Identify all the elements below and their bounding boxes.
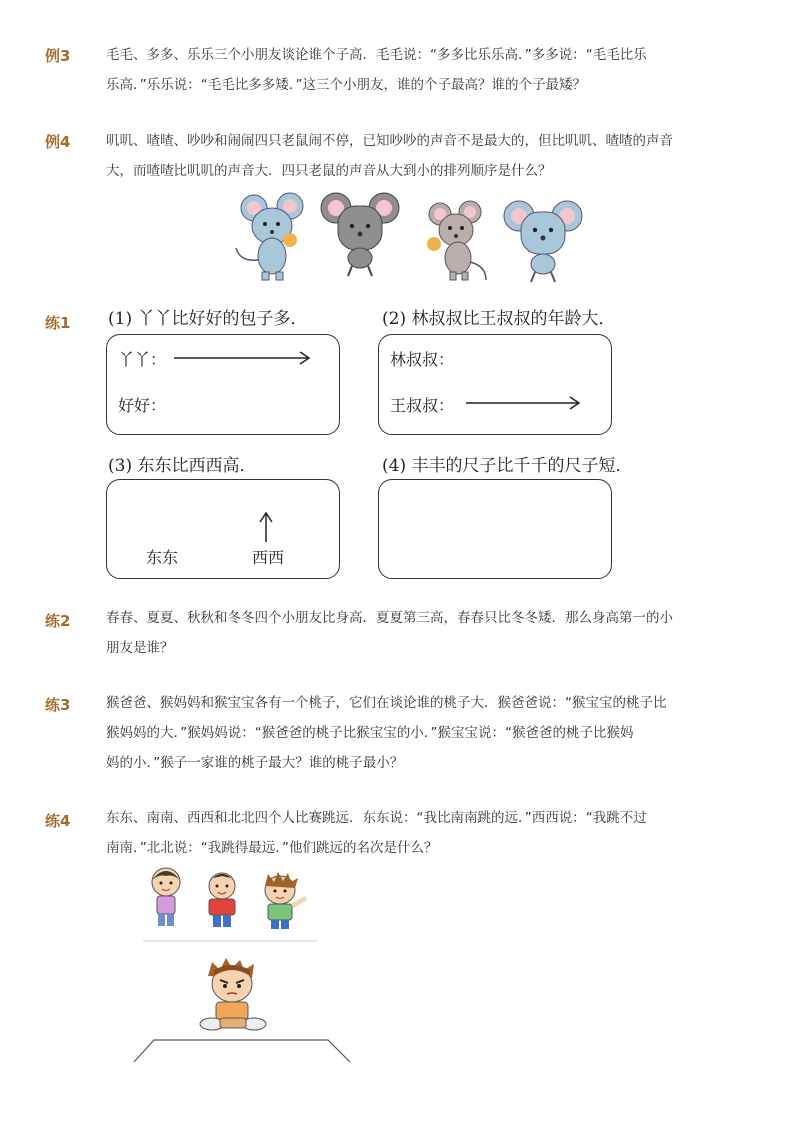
practice-label: 练2 <box>45 612 71 630</box>
divider-line <box>143 940 318 942</box>
practice-label: 练3 <box>45 696 71 714</box>
box2-row2-label: 王叔叔： <box>390 396 455 415</box>
example-label: 例4 <box>45 133 71 151</box>
podium-illustration <box>132 1038 352 1064</box>
kid-illustration <box>145 866 187 930</box>
text-line: 大，而喳喳比叽叽的声音大．四只老鼠的声音从大到小的排列顺序是什么？ <box>106 163 552 179</box>
text-line: 春春、夏夏、秋秋和冬冬四个小朋友比身高．夏夏第三高，春春只比冬冬矮．那么身高第一的小 <box>106 610 673 626</box>
sub-question-4: (4) 丰丰的尺子比千千的尺子短． <box>382 456 633 476</box>
sub-question-3: (3) 东东比西西高． <box>108 456 257 476</box>
sub-question-2: (2) 林叔叔比王叔叔的年龄大． <box>382 309 616 329</box>
answer-box-3 <box>106 479 340 579</box>
box1-row2-label: 好好： <box>118 396 167 415</box>
arrow-right-icon <box>174 350 314 366</box>
text-line: 妈的小．”猴子一家谁的桃子最大？谁的桃子最小？ <box>106 755 404 771</box>
arrow-right-icon <box>466 395 582 411</box>
box3-right-label: 西西 <box>252 548 285 567</box>
mouse-illustration <box>320 188 400 278</box>
sub-question-1: (1) 丫丫比好好的包子多． <box>108 309 308 329</box>
kid-illustration <box>256 872 312 930</box>
text-line: 叽叽、喳喳、吵吵和闹闹四只老鼠闹不停，已知吵吵的声音不是最大的，但比叽叽、喳喳的声音 <box>106 133 673 149</box>
practice-3-text <box>106 688 706 778</box>
kid-illustration <box>198 958 268 1034</box>
text-line: 南南．”北北说：“我跳得最远．”他们跳远的名次是什么？ <box>106 840 438 856</box>
practice-4-text <box>106 803 706 863</box>
practice-2-text <box>106 603 706 663</box>
text-line: 乐高．”乐乐说：“毛毛比多多矮．”这三个小朋友，谁的个子最高？谁的个子最矮？ <box>106 77 586 93</box>
box1-row1-label: 丫丫： <box>118 350 167 369</box>
text-line: 毛毛、多多、乐乐三个小朋友谈论谁个子高．毛毛说：“多多比乐乐高．”多多说：“毛毛比乐 <box>106 47 647 63</box>
box3-left-label: 东东 <box>146 548 179 567</box>
practice-label: 练1 <box>45 314 71 332</box>
example-label: 例3 <box>45 47 71 65</box>
arrow-up-icon <box>258 512 274 544</box>
mouse-illustration <box>420 196 490 284</box>
mouse-illustration <box>232 190 312 282</box>
text-line: 猴爸爸、猴妈妈和猴宝宝各有一个桃子，它们在谈论谁的桃子大．猴爸爸说：“猴宝宝的桃子比 <box>106 695 667 711</box>
answer-box-4 <box>378 479 612 579</box>
kid-illustration <box>201 870 243 930</box>
box2-row1-label: 林叔叔： <box>390 350 455 369</box>
text-line: 东东、南南、西西和北北四个人比赛跳远．东东说：“我比南南跳的远．”西西说：“我跳不过 <box>106 810 647 826</box>
example-4-text <box>106 126 706 186</box>
mouse-illustration <box>503 196 583 284</box>
text-line: 猴妈妈的大．”猴妈妈说：“猴爸爸的桃子比猴宝宝的小．”猴宝宝说：“猴爸爸的桃子比猴妈 <box>106 725 634 741</box>
text-line: 朋友是谁？ <box>106 640 174 656</box>
practice-label: 练4 <box>45 812 71 830</box>
example-3-text <box>106 40 706 100</box>
